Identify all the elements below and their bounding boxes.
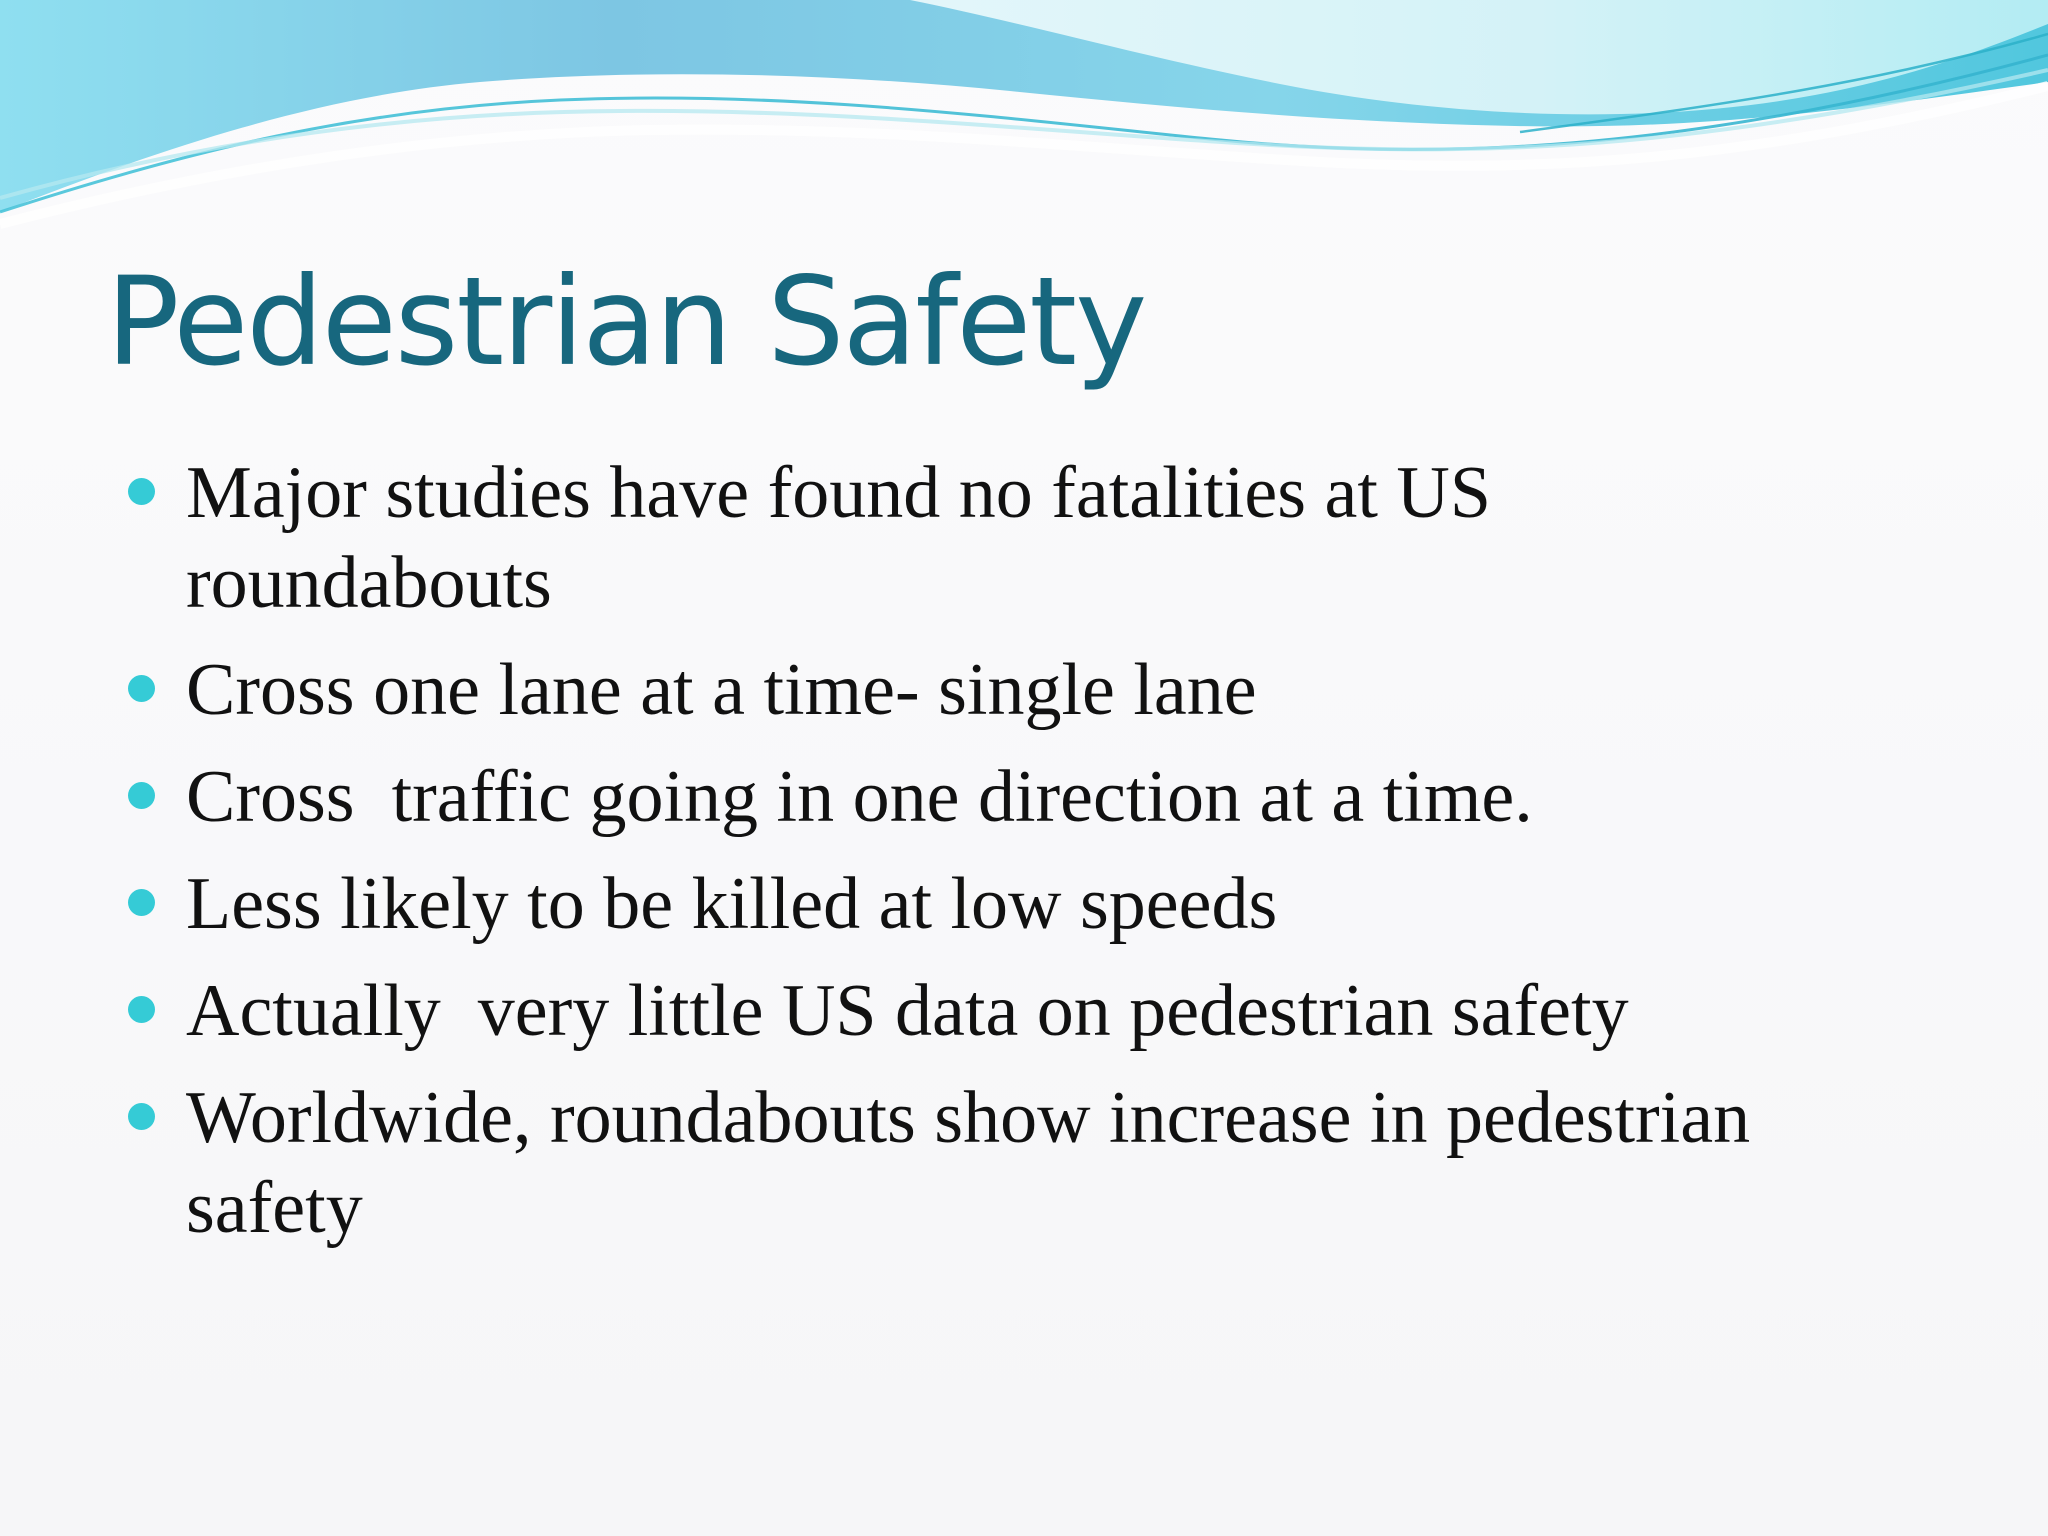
bullet-item bbox=[128, 645, 1988, 735]
bullet-text: Worldwide, roundabouts show increase in pedestrian safety bbox=[186, 1077, 1751, 1249]
circle-bullet-icon bbox=[128, 478, 155, 505]
bullet-text: Major studies have found no fatalities at US roundabouts bbox=[186, 452, 1492, 624]
circle-bullet-icon bbox=[128, 996, 155, 1023]
circle-bullet-icon bbox=[128, 889, 155, 916]
bullet-item bbox=[128, 859, 1988, 949]
bullet-item bbox=[128, 966, 1988, 1056]
bullet-item bbox=[128, 1073, 1988, 1253]
slide-title: Pedestrian Safety bbox=[106, 251, 1146, 393]
bullet-item bbox=[128, 752, 1988, 842]
circle-bullet-icon bbox=[128, 675, 155, 702]
circle-bullet-icon bbox=[128, 1103, 155, 1130]
top-wave-decoration bbox=[0, 0, 2048, 240]
bullet-text: Actually very little US data on pedestrian safety bbox=[186, 970, 1629, 1052]
bullet-list bbox=[128, 448, 1988, 1270]
circle-bullet-icon bbox=[128, 782, 155, 809]
bullet-text: Cross traffic going in one direction at a time. bbox=[186, 756, 1533, 838]
bullet-text: Cross one lane at a time- single lane bbox=[186, 649, 1257, 731]
bullet-item bbox=[128, 448, 1988, 628]
bullet-text: Less likely to be killed at low speeds bbox=[186, 863, 1278, 945]
